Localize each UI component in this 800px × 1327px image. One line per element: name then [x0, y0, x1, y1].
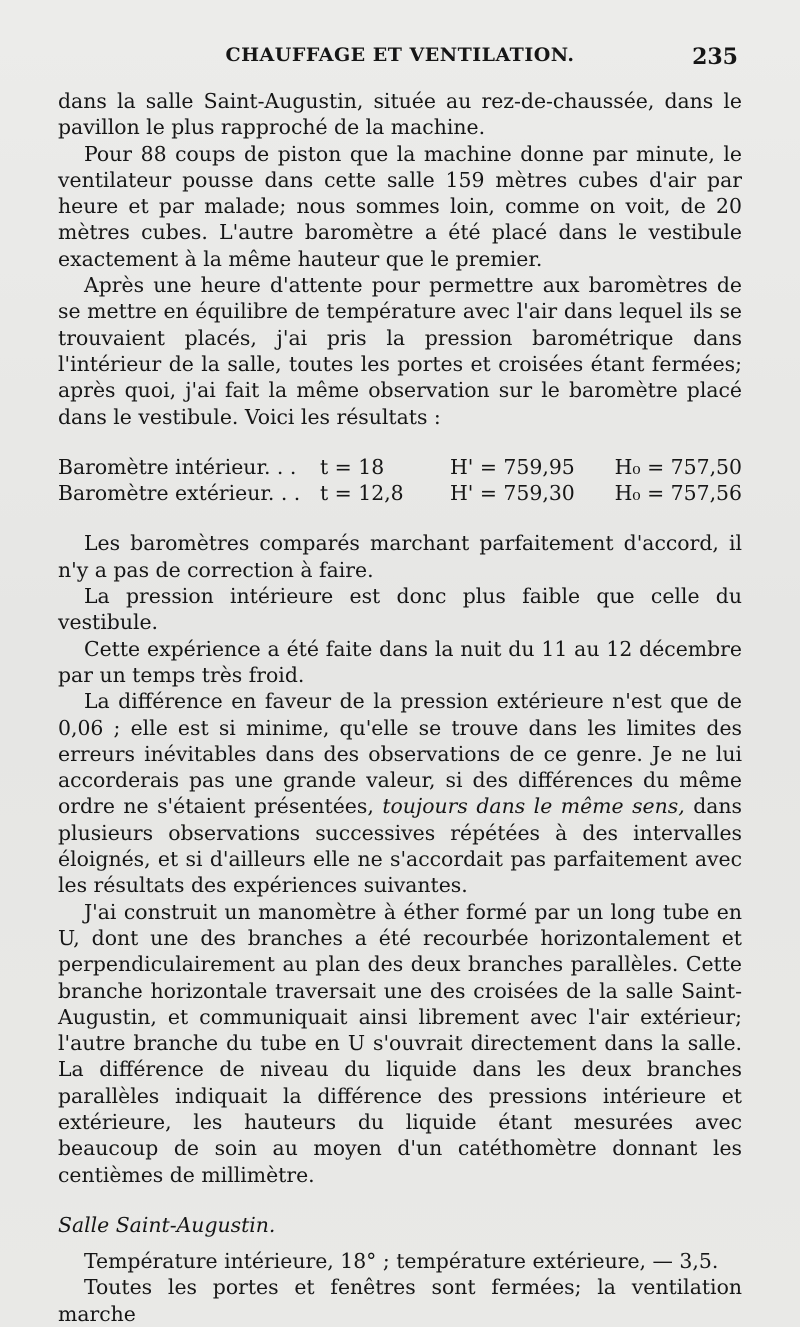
results-row	[58, 454, 742, 480]
results-h-prime: H' = 759,95	[450, 454, 575, 479]
paragraph-manometer: J'ai construit un manomètre à éther formé par un long tube en U, dont une des branches a été recourbée horizontalement et perpendiculairement au plan des deux branches parallèles. Cette branche horizontale traversait une des croisées de la salle Saint-Augustin, et communiquait ainsi librement avec l'air extérieur; l'autre branche du tube en U s'ouvrait directement dans la salle. La différence de niveau du liquide dans les deux branches parallèles indiquait la différence des pressions intérieure et extérieure, les hauteurs du liquide étant mesurées avec beaucoup de soin au moyen d'un catéthomètre donnant les centièmes de millimètre.	[58, 899, 742, 1187]
page-header	[60, 44, 740, 74]
spacer	[58, 506, 742, 530]
results-h-prime: H' = 759,30	[450, 481, 575, 506]
paragraph-temperature: Température intérieure, 18° ; température extérieure, — 3,5.	[84, 1249, 719, 1274]
paragraph-date: Cette expérience a été faite dans la nuit du 11 au 12 décembre par un temps très froid.	[58, 636, 742, 687]
section-title: Salle Saint-Augustin.	[58, 1212, 276, 1237]
results-row	[58, 480, 742, 506]
paragraph-continued: dans la salle Saint-Augustin, située au rez-de-chaussée, dans le pavillon le plus rapproché de la machine.	[58, 89, 742, 140]
paragraph-pressure: La pression intérieure est donc plus faible que celle du vestibule.	[58, 584, 742, 635]
paragraph-difference-text: La différence en faveur de la pression extérieure n'est que de 0,06 ; elle est si minime, qu'elle se trouve dans les limites des erreurs inévitables dans des observations de ce genre. Je ne lui accorderais pas une grande valeur, si des différences du même ordre ne s'étaient présentées,	[58, 689, 742, 819]
paragraph-ventilator: Pour 88 coups de piston que la machine donne par minute, le ventilateur pousse dans cette salle 159 mètres cubes d'air par heure et par malade; nous sommes loin, comme on voit, de 20 mètres cubes. L'autre baromètre a été placé dans le vestibule exactement à la même hauteur que le premier.	[58, 141, 742, 271]
spacer	[58, 1188, 742, 1212]
results-label: Baromètre intérieur. . .	[58, 454, 297, 479]
spacer	[58, 430, 742, 454]
emphasis-text: toujours dans le même sens,	[382, 794, 685, 819]
running-title: CHAUFFAGE ET VENTILATION.	[225, 44, 575, 66]
spacer	[58, 1238, 742, 1248]
results-temperature: t = 18	[320, 454, 385, 479]
paragraph-difference	[58, 688, 742, 898]
results-table	[58, 454, 742, 507]
results-label: Baromètre extérieur. . .	[58, 481, 301, 506]
results-h-zero: H₀ = 757,50	[614, 454, 742, 479]
page-number: 235	[692, 44, 738, 70]
paragraph-procedure: Après une heure d'attente pour permettre aux baromètres de se mettre en équilibre de température avec l'air dans lequel ils se trouvaient placés, j'ai pris la pression barométrique dans l'intérieur de la salle, toutes les portes et croisées étant fermées; après quoi, j'ai fait la même observation sur le baromètre placé dans le vestibule. Voici les résultats :	[58, 273, 742, 429]
paragraph-ventilation: Toutes les portes et fenêtres sont fermées; la ventilation marche	[58, 1275, 742, 1326]
results-h-zero: H₀ = 757,56	[614, 481, 742, 506]
paragraph-comparison: Les baromètres comparés marchant parfaitement d'accord, il n'y a pas de correction à faire.	[58, 531, 742, 582]
paragraph-difference-text-end: dans plusieurs observations successives répétées à des intervalles éloignés, et si d'ailleurs elle ne s'accordait pas parfaitement avec les résultats des expériences suivantes.	[58, 794, 742, 898]
results-temperature: t = 12,8	[320, 481, 404, 506]
page-body	[58, 88, 742, 1327]
